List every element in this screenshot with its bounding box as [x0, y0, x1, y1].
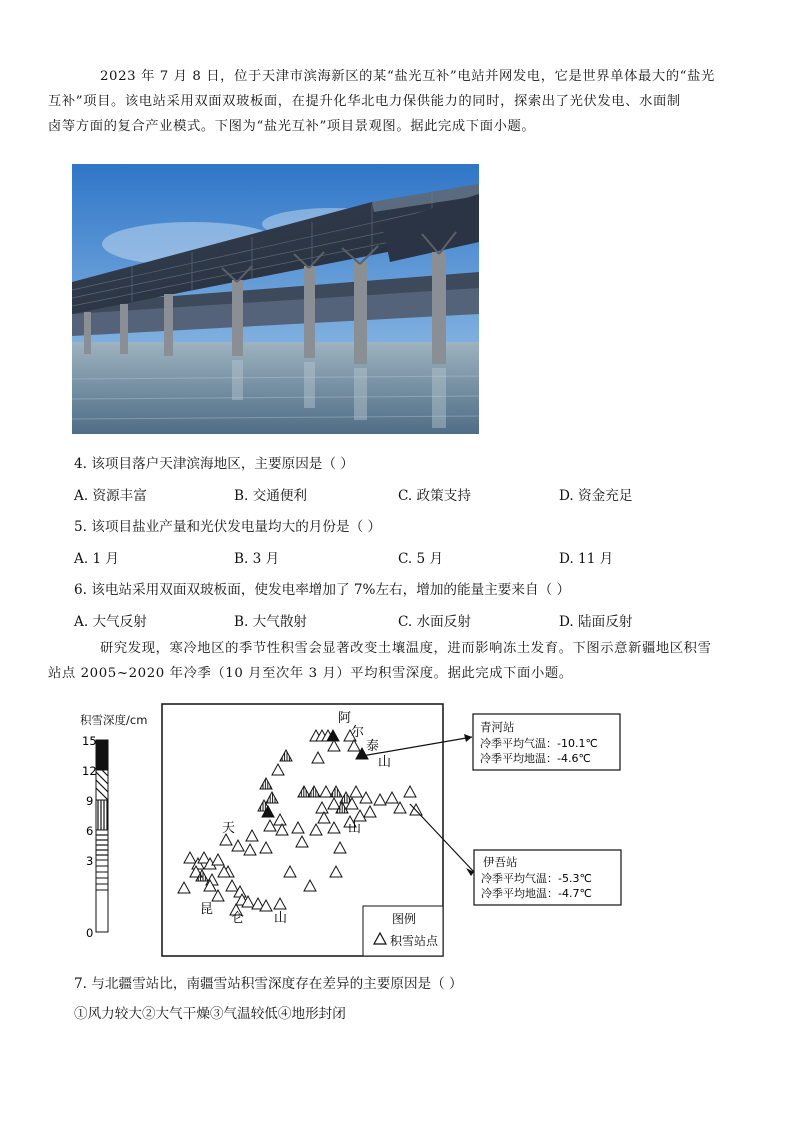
intro2-line1: 研究发现，寒冷地区的季节性积雪会显著改变土壤温度，进而影响冻土发育。下图示意新疆地区积雪	[100, 641, 712, 656]
station-triangle-icon	[184, 852, 196, 863]
station-triangle-icon	[292, 822, 304, 833]
q6-option-c[interactable]: C. 水面反射	[398, 614, 471, 630]
station-triangle-icon	[330, 786, 342, 797]
qinghe-name: 青河站	[480, 720, 515, 734]
station-triangle-icon	[274, 898, 286, 909]
q6-option-d[interactable]: D. 陆面反射	[559, 614, 633, 630]
station-triangle-icon	[284, 866, 296, 877]
scale-tick-12: 12	[82, 764, 97, 778]
station-triangle-icon	[280, 750, 292, 761]
label-kunlun-shan: 山	[274, 911, 288, 926]
yiwu-name: 伊吾站	[483, 855, 518, 869]
salt-solar-photo	[72, 164, 479, 434]
legend-title: 图例	[392, 912, 417, 926]
station-triangle-icon	[178, 882, 190, 893]
station-triangle-icon	[304, 880, 316, 891]
qinghe-callout	[362, 714, 620, 770]
station-triangle-icon	[316, 802, 328, 813]
station-triangle-icon	[404, 786, 416, 797]
station-triangle-icon	[298, 786, 310, 797]
station-triangle-icon	[348, 740, 360, 751]
station-triangle-icon	[308, 786, 320, 797]
station-triangle-icon	[260, 842, 272, 853]
station-triangle-icon	[274, 814, 286, 825]
intro1-line3: 卤等方面的复合产业模式。下图为“盐光互补”项目景观图。据此完成下面小题。	[48, 119, 536, 134]
station-triangle-icon	[386, 792, 398, 803]
station-triangle-icon	[364, 806, 376, 817]
station-triangle-icon	[328, 822, 340, 833]
station-triangle-icon	[276, 824, 288, 835]
question-7-choices: ①风力较大②大气干燥③气温较低④地形封闭	[74, 1006, 346, 1022]
station-triangle-icon	[318, 812, 330, 823]
station-triangle-icon	[350, 786, 362, 797]
station-triangle-icon	[212, 890, 224, 901]
station-triangle-icon	[226, 880, 238, 891]
station-triangle-icon	[320, 786, 332, 797]
station-triangle-icon	[334, 842, 346, 853]
depth-scale-bar	[96, 740, 108, 932]
snow-depth-map-figure	[70, 700, 630, 962]
label-tai: 泰	[366, 739, 380, 754]
intro-paragraph-2	[48, 636, 724, 686]
intro-paragraph-1	[48, 64, 724, 139]
q5-option-d[interactable]: D. 11 月	[559, 551, 614, 567]
station-triangle-icon	[232, 840, 244, 851]
station-triangle-icon	[374, 794, 386, 805]
label-a: 阿	[338, 711, 352, 726]
station-triangle-icon	[354, 810, 366, 821]
qinghe-air-temp: 冷季平均气温：-10.1℃	[480, 737, 598, 750]
q5-option-c[interactable]: C. 5 月	[398, 551, 444, 567]
station-triangle-icon	[328, 798, 340, 809]
scale-tick-3: 3	[86, 854, 94, 868]
yiwu-air-temp: 冷季平均气温：-5.3℃	[481, 872, 592, 885]
station-triangle-icon	[312, 752, 324, 763]
question-6-stem: 6. 该电站采用双面双玻板面，使发电率增加了 7%左右，增加的能量主要来自（ ）	[74, 582, 571, 598]
scale-tick-0: 0	[86, 926, 94, 940]
scale-tick-15: 15	[82, 734, 97, 748]
station-triangle-icon	[272, 764, 284, 775]
station-triangle-icon	[266, 792, 278, 803]
scale-tick-6: 6	[86, 824, 94, 838]
label-er: 尔	[351, 725, 365, 740]
station-triangle-icon	[296, 836, 308, 847]
legend-item: 积雪站点	[390, 934, 439, 948]
intro2-line2: 站点 2005~2020 年冷季（10 月至次年 3 月）平均积雪深度。据此完成下面小题。	[48, 666, 573, 681]
q6-option-a[interactable]: A. 大气反射	[74, 614, 147, 630]
station-triangle-icon	[212, 854, 224, 865]
map-legend	[363, 906, 443, 956]
snow-depth-map	[70, 700, 630, 962]
q5-option-a[interactable]: A. 1 月	[74, 551, 120, 567]
intro1-line1: 2023 年 7 月 8 日，位于天津市滨海新区的某“盐光互补”电站并网发电，它是世界单体最大的“盐光	[100, 69, 715, 84]
station-triangle-icon	[310, 824, 322, 835]
label-lun: 仑	[231, 911, 245, 926]
station-triangle-icon	[246, 830, 258, 841]
station-triangle-icon	[244, 844, 256, 855]
intro1-line2: 互补”项目。该电站采用双面双玻板面，在提升化华北电力保供能力的同时，探索出了光伏发电、水面制	[48, 94, 681, 109]
q6-option-b[interactable]: B. 大气散射	[234, 614, 308, 630]
q4-option-a[interactable]: A. 资源丰富	[74, 488, 147, 504]
label-altai-shan: 山	[378, 755, 392, 770]
q4-option-c[interactable]: C. 政策支持	[398, 488, 471, 504]
label-tian-shan: 山	[348, 821, 362, 836]
solar-landscape-illustration	[72, 164, 479, 434]
yiwu-callout	[410, 804, 621, 905]
scale-tick-9: 9	[86, 794, 94, 808]
q4-option-d[interactable]: D. 资金充足	[559, 488, 633, 504]
question-4-stem: 4. 该项目落户天津滨海地区，主要原因是（ ）	[74, 456, 354, 472]
label-tian: 天	[222, 821, 236, 836]
question-7-stem: 7. 与北疆雪站比，南疆雪站积雪深度存在差异的主要原因是（ ）	[74, 976, 463, 992]
station-triangle-icon	[328, 740, 340, 751]
station-triangle-icon	[260, 778, 272, 789]
yiwu-ground-temp: 冷季平均地温：-4.7℃	[481, 887, 592, 900]
station-triangle-icon	[394, 802, 406, 813]
scale-title: 积雪深度/cm	[80, 713, 148, 727]
q5-option-b[interactable]: B. 3 月	[234, 551, 280, 567]
q4-option-b[interactable]: B. 交通便利	[234, 488, 308, 504]
label-kun: 昆	[200, 902, 214, 917]
qinghe-ground-temp: 冷季平均地温：-4.6℃	[480, 752, 591, 765]
question-5-stem: 5. 该项目盐业产量和光伏发电量均大的月份是（ ）	[74, 519, 382, 535]
station-triangle-icon	[330, 866, 342, 877]
